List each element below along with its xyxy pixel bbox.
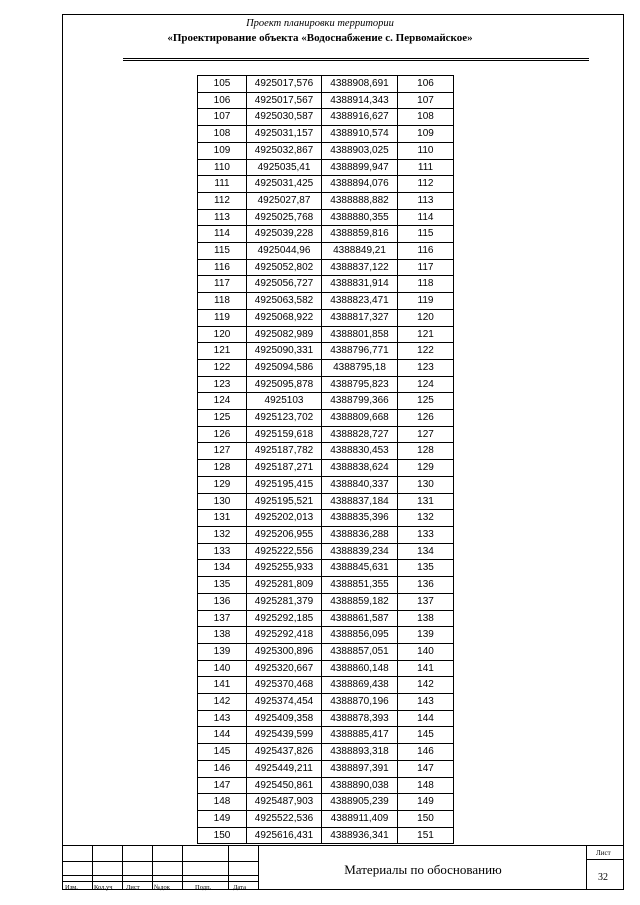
next-point-cell: 150 <box>398 810 454 827</box>
table-row <box>198 760 454 777</box>
coordinates-table-body <box>198 76 454 844</box>
title-block-divider <box>122 846 123 890</box>
point-number-cell: 124 <box>198 393 247 410</box>
x-coordinate-cell: 4925030,587 <box>247 109 322 126</box>
x-coordinate-cell: 4925103 <box>247 393 322 410</box>
y-coordinate-cell: 4388809,668 <box>322 410 398 427</box>
point-number-cell: 147 <box>198 777 247 794</box>
table-row <box>198 510 454 527</box>
next-point-cell: 107 <box>398 92 454 109</box>
next-point-cell: 126 <box>398 410 454 427</box>
x-coordinate-cell: 4925292,185 <box>247 610 322 627</box>
x-coordinate-cell: 4925195,521 <box>247 493 322 510</box>
table-row <box>198 76 454 93</box>
table-row <box>198 677 454 694</box>
x-coordinate-cell: 4925187,782 <box>247 443 322 460</box>
point-number-cell: 106 <box>198 92 247 109</box>
point-number-cell: 135 <box>198 577 247 594</box>
table-row <box>198 560 454 577</box>
next-point-cell: 125 <box>398 393 454 410</box>
table-row <box>198 92 454 109</box>
point-number-cell: 116 <box>198 259 247 276</box>
table-row <box>198 426 454 443</box>
point-number-cell: 126 <box>198 426 247 443</box>
y-coordinate-cell: 4388828,727 <box>322 426 398 443</box>
next-point-cell: 129 <box>398 460 454 477</box>
x-coordinate-cell: 4925044,96 <box>247 243 322 260</box>
next-point-cell: 131 <box>398 493 454 510</box>
point-number-cell: 131 <box>198 510 247 527</box>
y-coordinate-cell: 4388857,051 <box>322 643 398 660</box>
x-coordinate-cell: 4925159,618 <box>247 426 322 443</box>
x-coordinate-cell: 4925292,418 <box>247 627 322 644</box>
point-number-cell: 137 <box>198 610 247 627</box>
project-subtitle: Проект планировки территории <box>246 18 394 29</box>
point-number-cell: 129 <box>198 476 247 493</box>
y-coordinate-cell: 4388870,196 <box>322 694 398 711</box>
next-point-cell: 124 <box>398 376 454 393</box>
x-coordinate-cell: 4925281,809 <box>247 577 322 594</box>
point-number-cell: 127 <box>198 443 247 460</box>
table-row <box>198 827 454 844</box>
point-number-cell: 140 <box>198 660 247 677</box>
x-coordinate-cell: 4925409,358 <box>247 710 322 727</box>
x-coordinate-cell: 4925222,556 <box>247 543 322 560</box>
label-kol-uch: Кол.уч <box>94 884 113 891</box>
next-point-cell: 139 <box>398 627 454 644</box>
point-number-cell: 112 <box>198 192 247 209</box>
project-title: «Проектирование объекта «Водоснабжение с. Первомайское» <box>167 32 473 44</box>
point-number-cell: 142 <box>198 694 247 711</box>
x-coordinate-cell: 4925095,878 <box>247 376 322 393</box>
point-number-cell: 110 <box>198 159 247 176</box>
point-number-cell: 148 <box>198 794 247 811</box>
label-podp: Подп. <box>195 884 212 891</box>
point-number-cell: 114 <box>198 226 247 243</box>
point-number-cell: 117 <box>198 276 247 293</box>
point-number-cell: 128 <box>198 460 247 477</box>
y-coordinate-cell: 4388911,409 <box>322 810 398 827</box>
document-section-title: Материалы по обоснованию <box>344 862 502 877</box>
table-row <box>198 309 454 326</box>
y-coordinate-cell: 4388799,366 <box>322 393 398 410</box>
x-coordinate-cell: 4925450,861 <box>247 777 322 794</box>
point-number-cell: 130 <box>198 493 247 510</box>
x-coordinate-cell: 4925032,867 <box>247 142 322 159</box>
y-coordinate-cell: 4388845,631 <box>322 560 398 577</box>
table-row <box>198 627 454 644</box>
label-list: Лист <box>126 884 140 891</box>
next-point-cell: 122 <box>398 343 454 360</box>
table-row <box>198 660 454 677</box>
point-number-cell: 111 <box>198 176 247 193</box>
sheet-box-line <box>586 859 624 860</box>
x-coordinate-cell: 4925374,454 <box>247 694 322 711</box>
next-point-cell: 130 <box>398 476 454 493</box>
y-coordinate-cell: 4388795,18 <box>322 359 398 376</box>
point-number-cell: 108 <box>198 126 247 143</box>
table-row <box>198 794 454 811</box>
next-point-cell: 123 <box>398 359 454 376</box>
next-point-cell: 143 <box>398 694 454 711</box>
y-coordinate-cell: 4388838,624 <box>322 460 398 477</box>
x-coordinate-cell: 4925300,896 <box>247 643 322 660</box>
title-block-divider <box>258 846 259 890</box>
next-point-cell: 127 <box>398 426 454 443</box>
y-coordinate-cell: 4388831,914 <box>322 276 398 293</box>
x-coordinate-cell: 4925035,41 <box>247 159 322 176</box>
x-coordinate-cell: 4925437,826 <box>247 744 322 761</box>
label-data: Дата <box>233 884 246 891</box>
table-row <box>198 810 454 827</box>
table-row <box>198 610 454 627</box>
table-row <box>198 376 454 393</box>
point-number-cell: 105 <box>198 76 247 93</box>
title-block <box>62 845 624 890</box>
next-point-cell: 133 <box>398 526 454 543</box>
next-point-cell: 110 <box>398 142 454 159</box>
x-coordinate-cell: 4925025,768 <box>247 209 322 226</box>
title-block-divider <box>586 846 587 890</box>
next-point-cell: 147 <box>398 760 454 777</box>
title-block-row-line <box>62 881 258 882</box>
point-number-cell: 123 <box>198 376 247 393</box>
next-point-cell: 148 <box>398 777 454 794</box>
table-row <box>198 710 454 727</box>
y-coordinate-cell: 4388910,574 <box>322 126 398 143</box>
table-row <box>198 694 454 711</box>
next-point-cell: 115 <box>398 226 454 243</box>
x-coordinate-cell: 4925056,727 <box>247 276 322 293</box>
table-row <box>198 343 454 360</box>
next-point-cell: 144 <box>398 710 454 727</box>
table-row <box>198 359 454 376</box>
next-point-cell: 137 <box>398 593 454 610</box>
next-point-cell: 118 <box>398 276 454 293</box>
x-coordinate-cell: 4925449,211 <box>247 760 322 777</box>
coordinates-table <box>197 75 454 844</box>
point-number-cell: 115 <box>198 243 247 260</box>
y-coordinate-cell: 4388859,816 <box>322 226 398 243</box>
y-coordinate-cell: 4388836,288 <box>322 526 398 543</box>
y-coordinate-cell: 4388823,471 <box>322 293 398 310</box>
x-coordinate-cell: 4925320,667 <box>247 660 322 677</box>
next-point-cell: 145 <box>398 727 454 744</box>
next-point-cell: 149 <box>398 794 454 811</box>
x-coordinate-cell: 4925090,331 <box>247 343 322 360</box>
point-number-cell: 133 <box>198 543 247 560</box>
y-coordinate-cell: 4388840,337 <box>322 476 398 493</box>
y-coordinate-cell: 4388894,076 <box>322 176 398 193</box>
table-row <box>198 109 454 126</box>
y-coordinate-cell: 4388905,239 <box>322 794 398 811</box>
next-point-cell: 141 <box>398 660 454 677</box>
x-coordinate-cell: 4925094,586 <box>247 359 322 376</box>
point-number-cell: 143 <box>198 710 247 727</box>
point-number-cell: 109 <box>198 142 247 159</box>
title-block-divider <box>228 846 229 890</box>
table-row <box>198 209 454 226</box>
point-number-cell: 146 <box>198 760 247 777</box>
title-block-divider <box>62 846 63 890</box>
x-coordinate-cell: 4925031,425 <box>247 176 322 193</box>
point-number-cell: 138 <box>198 627 247 644</box>
y-coordinate-cell: 4388861,587 <box>322 610 398 627</box>
table-row <box>198 142 454 159</box>
table-row <box>198 526 454 543</box>
sheet-number: 32 <box>598 872 608 883</box>
point-number-cell: 118 <box>198 293 247 310</box>
table-row <box>198 476 454 493</box>
y-coordinate-cell: 4388801,858 <box>322 326 398 343</box>
table-row <box>198 176 454 193</box>
x-coordinate-cell: 4925281,379 <box>247 593 322 610</box>
next-point-cell: 138 <box>398 610 454 627</box>
next-point-cell: 140 <box>398 643 454 660</box>
sheet-label: Лист <box>596 849 611 857</box>
point-number-cell: 134 <box>198 560 247 577</box>
table-row <box>198 643 454 660</box>
table-row <box>198 593 454 610</box>
table-row <box>198 493 454 510</box>
table-row <box>198 727 454 744</box>
table-row <box>198 126 454 143</box>
y-coordinate-cell: 4388899,947 <box>322 159 398 176</box>
point-number-cell: 107 <box>198 109 247 126</box>
table-row <box>198 443 454 460</box>
point-number-cell: 149 <box>198 810 247 827</box>
next-point-cell: 142 <box>398 677 454 694</box>
y-coordinate-cell: 4388869,438 <box>322 677 398 694</box>
next-point-cell: 116 <box>398 243 454 260</box>
point-number-cell: 122 <box>198 359 247 376</box>
table-row <box>198 243 454 260</box>
next-point-cell: 146 <box>398 744 454 761</box>
x-coordinate-cell: 4925039,228 <box>247 226 322 243</box>
table-row <box>198 159 454 176</box>
point-number-cell: 145 <box>198 744 247 761</box>
next-point-cell: 132 <box>398 510 454 527</box>
x-coordinate-cell: 4925187,271 <box>247 460 322 477</box>
table-row <box>198 192 454 209</box>
x-coordinate-cell: 4925439,599 <box>247 727 322 744</box>
y-coordinate-cell: 4388885,417 <box>322 727 398 744</box>
y-coordinate-cell: 4388890,038 <box>322 777 398 794</box>
next-point-cell: 109 <box>398 126 454 143</box>
title-block-row-line <box>62 861 258 862</box>
y-coordinate-cell: 4388817,327 <box>322 309 398 326</box>
next-point-cell: 120 <box>398 309 454 326</box>
point-number-cell: 125 <box>198 410 247 427</box>
y-coordinate-cell: 4388936,341 <box>322 827 398 844</box>
x-coordinate-cell: 4925202,013 <box>247 510 322 527</box>
next-point-cell: 114 <box>398 209 454 226</box>
table-row <box>198 276 454 293</box>
y-coordinate-cell: 4388893,318 <box>322 744 398 761</box>
y-coordinate-cell: 4388795,823 <box>322 376 398 393</box>
y-coordinate-cell: 4388837,184 <box>322 493 398 510</box>
y-coordinate-cell: 4388856,095 <box>322 627 398 644</box>
table-row <box>198 744 454 761</box>
point-number-cell: 113 <box>198 209 247 226</box>
x-coordinate-cell: 4925123,702 <box>247 410 322 427</box>
table-row <box>198 293 454 310</box>
y-coordinate-cell: 4388914,343 <box>322 92 398 109</box>
x-coordinate-cell: 4925017,567 <box>247 92 322 109</box>
next-point-cell: 117 <box>398 259 454 276</box>
table-row <box>198 226 454 243</box>
x-coordinate-cell: 4925017,576 <box>247 76 322 93</box>
y-coordinate-cell: 4388897,391 <box>322 760 398 777</box>
y-coordinate-cell: 4388908,691 <box>322 76 398 93</box>
table-row <box>198 543 454 560</box>
table-row <box>198 460 454 477</box>
title-block-row-line <box>62 875 258 876</box>
title-block-divider <box>182 846 183 890</box>
point-number-cell: 150 <box>198 827 247 844</box>
x-coordinate-cell: 4925027,87 <box>247 192 322 209</box>
next-point-cell: 112 <box>398 176 454 193</box>
y-coordinate-cell: 4388860,148 <box>322 660 398 677</box>
next-point-cell: 106 <box>398 76 454 93</box>
y-coordinate-cell: 4388839,234 <box>322 543 398 560</box>
next-point-cell: 134 <box>398 543 454 560</box>
x-coordinate-cell: 4925370,468 <box>247 677 322 694</box>
y-coordinate-cell: 4388851,355 <box>322 577 398 594</box>
table-row <box>198 393 454 410</box>
table-row <box>198 577 454 594</box>
y-coordinate-cell: 4388878,393 <box>322 710 398 727</box>
y-coordinate-cell: 4388837,122 <box>322 259 398 276</box>
table-row <box>198 410 454 427</box>
x-coordinate-cell: 4925522,536 <box>247 810 322 827</box>
next-point-cell: 121 <box>398 326 454 343</box>
point-number-cell: 119 <box>198 309 247 326</box>
title-block-divider <box>152 846 153 890</box>
next-point-cell: 113 <box>398 192 454 209</box>
x-coordinate-cell: 4925063,582 <box>247 293 322 310</box>
label-izm: Изм. <box>65 884 78 891</box>
point-number-cell: 144 <box>198 727 247 744</box>
y-coordinate-cell: 4388916,627 <box>322 109 398 126</box>
y-coordinate-cell: 4388796,771 <box>322 343 398 360</box>
next-point-cell: 128 <box>398 443 454 460</box>
next-point-cell: 108 <box>398 109 454 126</box>
point-number-cell: 141 <box>198 677 247 694</box>
x-coordinate-cell: 4925487,903 <box>247 794 322 811</box>
label-ndok: №док <box>154 884 170 891</box>
x-coordinate-cell: 4925206,955 <box>247 526 322 543</box>
y-coordinate-cell: 4388903,025 <box>322 142 398 159</box>
y-coordinate-cell: 4388835,396 <box>322 510 398 527</box>
point-number-cell: 120 <box>198 326 247 343</box>
title-block-divider <box>92 846 93 890</box>
y-coordinate-cell: 4388880,355 <box>322 209 398 226</box>
header-divider-secondary <box>123 60 589 61</box>
x-coordinate-cell: 4925195,415 <box>247 476 322 493</box>
x-coordinate-cell: 4925052,802 <box>247 259 322 276</box>
table-row <box>198 777 454 794</box>
next-point-cell: 136 <box>398 577 454 594</box>
point-number-cell: 136 <box>198 593 247 610</box>
point-number-cell: 139 <box>198 643 247 660</box>
next-point-cell: 111 <box>398 159 454 176</box>
table-row <box>198 326 454 343</box>
x-coordinate-cell: 4925616,431 <box>247 827 322 844</box>
x-coordinate-cell: 4925068,922 <box>247 309 322 326</box>
x-coordinate-cell: 4925255,933 <box>247 560 322 577</box>
next-point-cell: 151 <box>398 827 454 844</box>
next-point-cell: 135 <box>398 560 454 577</box>
x-coordinate-cell: 4925082,989 <box>247 326 322 343</box>
x-coordinate-cell: 4925031,157 <box>247 126 322 143</box>
y-coordinate-cell: 4388849,21 <box>322 243 398 260</box>
point-number-cell: 121 <box>198 343 247 360</box>
point-number-cell: 132 <box>198 526 247 543</box>
y-coordinate-cell: 4388859,182 <box>322 593 398 610</box>
y-coordinate-cell: 4388888,882 <box>322 192 398 209</box>
y-coordinate-cell: 4388830,453 <box>322 443 398 460</box>
header-divider <box>123 58 589 59</box>
next-point-cell: 119 <box>398 293 454 310</box>
table-row <box>198 259 454 276</box>
